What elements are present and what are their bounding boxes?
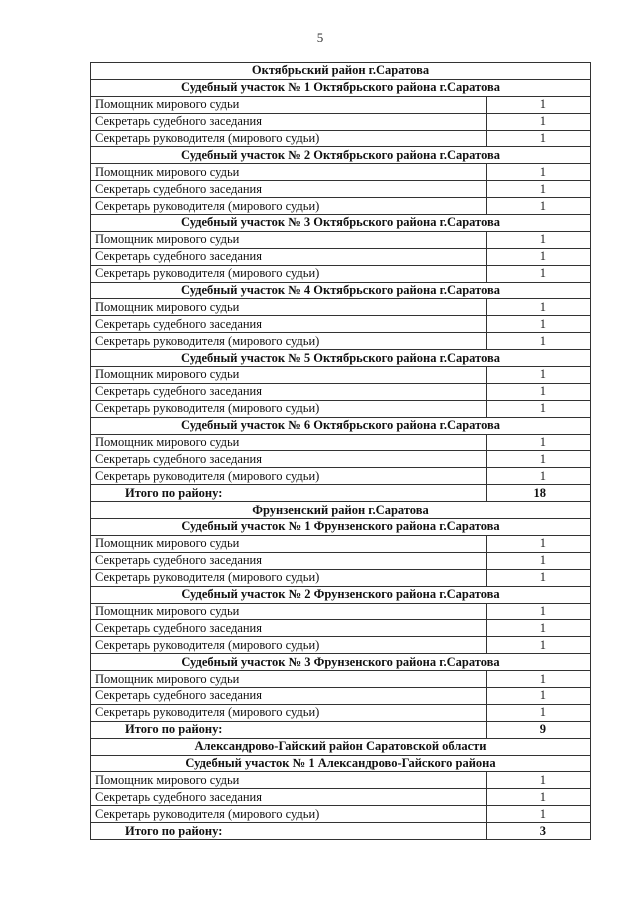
count-cell: 1 bbox=[487, 265, 591, 282]
district-title: Фрунзенский район г.Саратова bbox=[91, 502, 591, 519]
count-cell: 1 bbox=[487, 333, 591, 350]
position-cell: Секретарь судебного заседания bbox=[91, 113, 487, 130]
table-row bbox=[91, 231, 591, 248]
count-cell: 1 bbox=[487, 248, 591, 265]
plot-title: Судебный участок № 5 Октябрьского района г.Саратова bbox=[91, 350, 591, 367]
table-row bbox=[91, 704, 591, 721]
position-cell: Секретарь судебного заседания bbox=[91, 383, 487, 400]
plot-header-row bbox=[91, 755, 591, 772]
count-cell: 1 bbox=[487, 468, 591, 485]
count-cell: 1 bbox=[487, 806, 591, 823]
table-row bbox=[91, 620, 591, 637]
count-cell: 1 bbox=[487, 181, 591, 198]
district-header-row bbox=[91, 63, 591, 80]
plot-header-row bbox=[91, 350, 591, 367]
table-row bbox=[91, 181, 591, 198]
count-cell: 1 bbox=[487, 113, 591, 130]
count-cell: 1 bbox=[487, 231, 591, 248]
count-cell: 1 bbox=[487, 316, 591, 333]
table-row bbox=[91, 603, 591, 620]
plot-title: Судебный участок № 3 Фрунзенского района г.Саратова bbox=[91, 654, 591, 671]
table-row bbox=[91, 468, 591, 485]
table-row bbox=[91, 806, 591, 823]
table-row bbox=[91, 333, 591, 350]
table-row bbox=[91, 383, 591, 400]
district-total-row bbox=[91, 823, 591, 840]
position-cell: Помощник мирового судьи bbox=[91, 299, 487, 316]
plot-header-row bbox=[91, 586, 591, 603]
count-cell: 1 bbox=[487, 772, 591, 789]
staffing-table-body bbox=[91, 63, 591, 840]
count-cell: 1 bbox=[487, 569, 591, 586]
table-row bbox=[91, 96, 591, 113]
count-cell: 1 bbox=[487, 299, 591, 316]
plot-header-row bbox=[91, 79, 591, 96]
table-row bbox=[91, 434, 591, 451]
count-cell: 1 bbox=[487, 637, 591, 654]
plot-title: Судебный участок № 6 Октябрьского района г.Саратова bbox=[91, 417, 591, 434]
table-row bbox=[91, 451, 591, 468]
plot-title: Судебный участок № 1 Октябрьского района г.Саратова bbox=[91, 79, 591, 96]
position-cell: Секретарь руководителя (мирового судьи) bbox=[91, 400, 487, 417]
count-cell: 1 bbox=[487, 535, 591, 552]
page-number: 5 bbox=[316, 30, 324, 45]
district-title: Александрово-Гайский район Саратовской области bbox=[91, 738, 591, 755]
table-row bbox=[91, 400, 591, 417]
count-cell: 1 bbox=[487, 704, 591, 721]
position-cell: Секретарь судебного заседания bbox=[91, 181, 487, 198]
table-row bbox=[91, 130, 591, 147]
position-cell: Секретарь руководителя (мирового судьи) bbox=[91, 569, 487, 586]
total-count: 3 bbox=[487, 823, 591, 840]
count-cell: 1 bbox=[487, 451, 591, 468]
position-cell: Помощник мирового судьи bbox=[91, 231, 487, 248]
count-cell: 1 bbox=[487, 603, 591, 620]
table-row bbox=[91, 299, 591, 316]
district-title: Октябрьский район г.Саратова bbox=[91, 63, 591, 80]
count-cell: 1 bbox=[487, 671, 591, 688]
count-cell: 1 bbox=[487, 164, 591, 181]
count-cell: 1 bbox=[487, 620, 591, 637]
table-row bbox=[91, 772, 591, 789]
plot-title: Судебный участок № 3 Октябрьского района г.Саратова bbox=[91, 215, 591, 232]
table-row bbox=[91, 367, 591, 384]
table-row bbox=[91, 248, 591, 265]
plot-header-row bbox=[91, 654, 591, 671]
position-cell: Секретарь судебного заседания bbox=[91, 451, 487, 468]
position-cell: Помощник мирового судьи bbox=[91, 367, 487, 384]
position-cell: Секретарь руководителя (мирового судьи) bbox=[91, 637, 487, 654]
count-cell: 1 bbox=[487, 434, 591, 451]
table-row bbox=[91, 569, 591, 586]
total-label: Итого по району: bbox=[91, 721, 487, 738]
count-cell: 1 bbox=[487, 789, 591, 806]
position-cell: Помощник мирового судьи bbox=[91, 603, 487, 620]
count-cell: 1 bbox=[487, 198, 591, 215]
table-row bbox=[91, 671, 591, 688]
position-cell: Секретарь руководителя (мирового судьи) bbox=[91, 198, 487, 215]
position-cell: Секретарь руководителя (мирового судьи) bbox=[91, 265, 487, 282]
position-cell: Помощник мирового судьи bbox=[91, 535, 487, 552]
count-cell: 1 bbox=[487, 383, 591, 400]
position-cell: Помощник мирового судьи bbox=[91, 164, 487, 181]
position-cell: Помощник мирового судьи bbox=[91, 772, 487, 789]
count-cell: 1 bbox=[487, 367, 591, 384]
position-cell: Секретарь руководителя (мирового судьи) bbox=[91, 806, 487, 823]
position-cell: Секретарь судебного заседания bbox=[91, 789, 487, 806]
table-row bbox=[91, 687, 591, 704]
position-cell: Помощник мирового судьи bbox=[91, 671, 487, 688]
plot-title: Судебный участок № 1 Фрунзенского района г.Саратова bbox=[91, 519, 591, 536]
plot-header-row bbox=[91, 282, 591, 299]
position-cell: Секретарь руководителя (мирового судьи) bbox=[91, 468, 487, 485]
plot-header-row bbox=[91, 147, 591, 164]
count-cell: 1 bbox=[487, 400, 591, 417]
table-row bbox=[91, 265, 591, 282]
table-row bbox=[91, 113, 591, 130]
position-cell: Секретарь судебного заседания bbox=[91, 687, 487, 704]
plot-header-row bbox=[91, 417, 591, 434]
plot-title: Судебный участок № 2 Октябрьского района г.Саратова bbox=[91, 147, 591, 164]
district-header-row bbox=[91, 738, 591, 755]
count-cell: 1 bbox=[487, 96, 591, 113]
table-row bbox=[91, 637, 591, 654]
total-label: Итого по району: bbox=[91, 823, 487, 840]
plot-title: Судебный участок № 4 Октябрьского района г.Саратова bbox=[91, 282, 591, 299]
position-cell: Секретарь судебного заседания bbox=[91, 552, 487, 569]
position-cell: Секретарь судебного заседания bbox=[91, 620, 487, 637]
total-count: 18 bbox=[487, 485, 591, 502]
plot-title: Судебный участок № 2 Фрунзенского района г.Саратова bbox=[91, 586, 591, 603]
plot-header-row bbox=[91, 519, 591, 536]
count-cell: 1 bbox=[487, 687, 591, 704]
district-total-row bbox=[91, 485, 591, 502]
total-count: 9 bbox=[487, 721, 591, 738]
count-cell: 1 bbox=[487, 130, 591, 147]
table-row bbox=[91, 198, 591, 215]
table-row bbox=[91, 552, 591, 569]
position-cell: Секретарь руководителя (мирового судьи) bbox=[91, 130, 487, 147]
total-label: Итого по району: bbox=[91, 485, 487, 502]
plot-header-row bbox=[91, 215, 591, 232]
position-cell: Помощник мирового судьи bbox=[91, 96, 487, 113]
table-row bbox=[91, 164, 591, 181]
table-row bbox=[91, 789, 591, 806]
table-row bbox=[91, 535, 591, 552]
plot-title: Судебный участок № 1 Александрово-Гайского района bbox=[91, 755, 591, 772]
table-row bbox=[91, 316, 591, 333]
count-cell: 1 bbox=[487, 552, 591, 569]
position-cell: Помощник мирового судьи bbox=[91, 434, 487, 451]
position-cell: Секретарь судебного заседания bbox=[91, 316, 487, 333]
district-total-row bbox=[91, 721, 591, 738]
position-cell: Секретарь руководителя (мирового судьи) bbox=[91, 333, 487, 350]
district-header-row bbox=[91, 502, 591, 519]
staffing-table bbox=[90, 62, 591, 840]
position-cell: Секретарь руководителя (мирового судьи) bbox=[91, 704, 487, 721]
position-cell: Секретарь судебного заседания bbox=[91, 248, 487, 265]
